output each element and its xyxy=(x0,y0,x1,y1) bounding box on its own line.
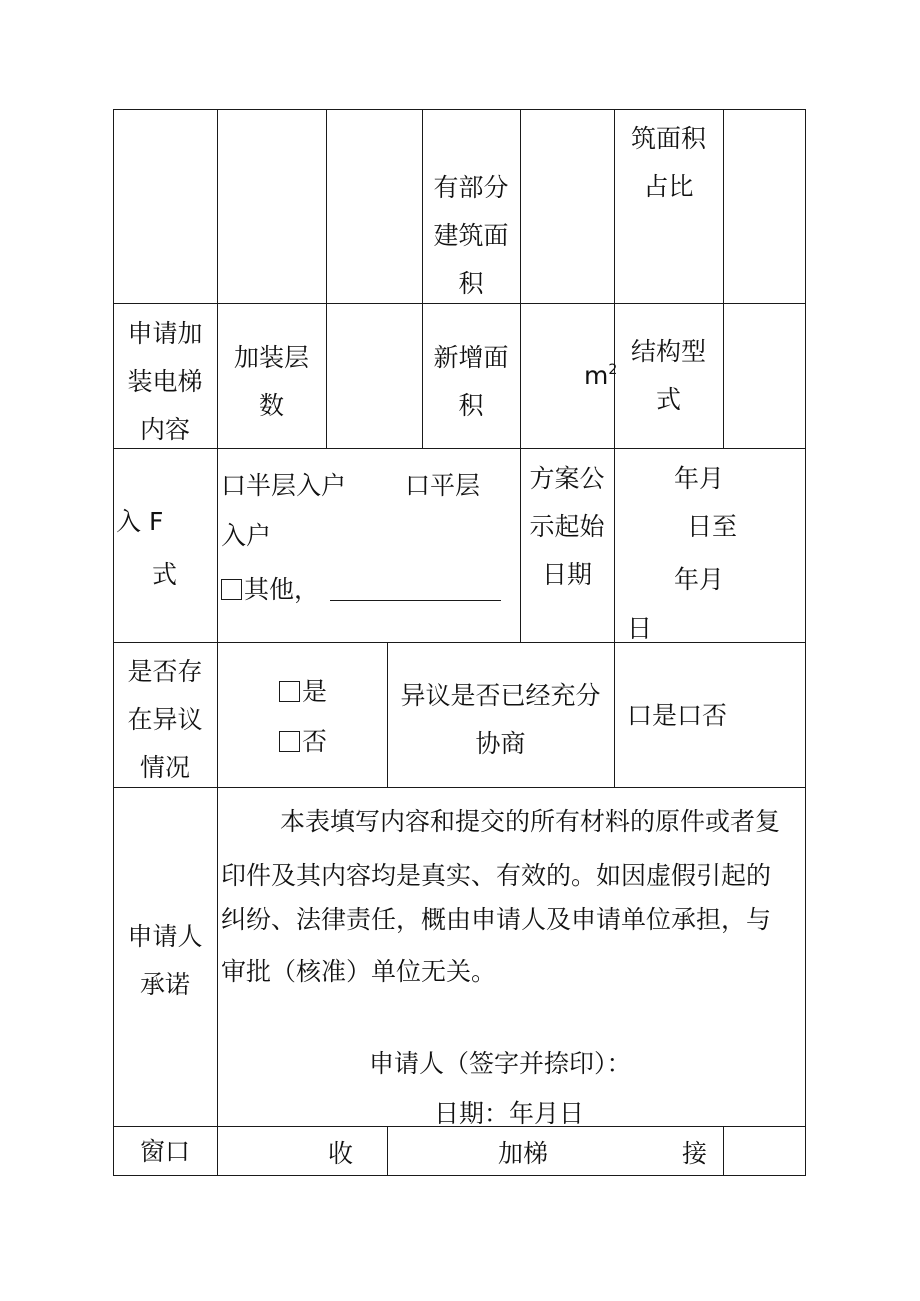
option-flat-floor-checkbox[interactable]: 口平层 xyxy=(405,471,481,500)
partial-building-area-label: 有部分 建筑面 积 xyxy=(433,173,509,298)
entry-method-label-line1: 入 F xyxy=(116,507,164,536)
new-area-label: 新增面 积 xyxy=(433,343,509,420)
checkbox-icon[interactable] xyxy=(279,681,300,702)
objection-yes-checkbox[interactable] xyxy=(279,668,327,716)
applicant-signature-field[interactable]: 申请人（签字并捺印）： xyxy=(369,1049,632,1078)
publicity-date-value-3: 年月 xyxy=(674,565,725,594)
publicity-date-value-1: 年月 xyxy=(674,464,725,493)
area-unit xyxy=(584,352,617,404)
objection-no-checkbox[interactable] xyxy=(279,718,327,766)
objection-consulted-label: 异议是否已经充分 协商 xyxy=(400,681,601,758)
commitment-text-line3: 纠纷、法律责任，概由申请人及申请单位承担，与 xyxy=(221,905,772,934)
column-divider xyxy=(387,1126,388,1175)
objection-consulted-options[interactable]: 口是口否 xyxy=(627,701,728,730)
applicant-commitment-label: 申请人 承诺 xyxy=(127,922,203,999)
window-label: 窗口 xyxy=(139,1137,190,1166)
publicity-date-value-2: 日至 xyxy=(687,512,738,541)
column-divider xyxy=(614,642,615,787)
checkbox-icon[interactable] xyxy=(279,731,300,752)
commitment-text-line4: 审批（核准）单位无关。 xyxy=(221,957,497,986)
option-half-floor-checkbox[interactable]: 口半层入户 xyxy=(221,471,347,500)
objection-no-label: 否 xyxy=(302,727,328,756)
applicant-date-field[interactable]: 日期：年月日 xyxy=(434,1099,585,1128)
connect-label: 接 xyxy=(682,1139,708,1168)
floor-area-ratio-label: 筑面积 占比 xyxy=(630,124,706,201)
elevator-label: 加梯 xyxy=(498,1139,549,1168)
publicity-date-value-4: 日 xyxy=(627,614,653,643)
column-divider xyxy=(520,109,521,448)
checkbox-icon[interactable] xyxy=(221,579,242,600)
publicity-start-date-label: 方案公 示起始 日期 xyxy=(529,464,605,589)
option-flat-floor-continued: 入户 xyxy=(221,521,272,550)
commitment-text-line2: 印件及其内容均是真实、有效的。如因虚假引起的 xyxy=(221,861,772,890)
receive-label: 收 xyxy=(328,1139,354,1168)
column-divider xyxy=(723,1126,724,1175)
column-divider xyxy=(614,448,615,642)
option-other-checkbox[interactable] xyxy=(221,566,319,614)
entry-method-label-line2: 式 xyxy=(152,560,178,589)
structure-type-label: 结构型 式 xyxy=(630,337,706,414)
column-divider xyxy=(723,109,724,448)
column-divider xyxy=(326,109,327,448)
floors-count-label: 加装层 数 xyxy=(233,343,309,420)
table-right-border xyxy=(805,109,806,1176)
table-left-border xyxy=(113,109,114,1176)
elevator-content-label: 申请加 装电梯 内容 xyxy=(127,319,203,444)
area-unit-superscript: 2 xyxy=(608,362,618,378)
commitment-text-line1: 本表填写内容和提交的所有材料的原件或者复 xyxy=(280,807,781,836)
option-other-label: 其他， xyxy=(244,575,320,604)
other-fill-in-line[interactable] xyxy=(330,600,501,601)
objection-exists-label: 是否存 在异议 情况 xyxy=(127,657,203,782)
objection-yes-label: 是 xyxy=(302,677,328,706)
column-divider xyxy=(217,109,218,1176)
area-unit-text: m xyxy=(584,361,609,390)
